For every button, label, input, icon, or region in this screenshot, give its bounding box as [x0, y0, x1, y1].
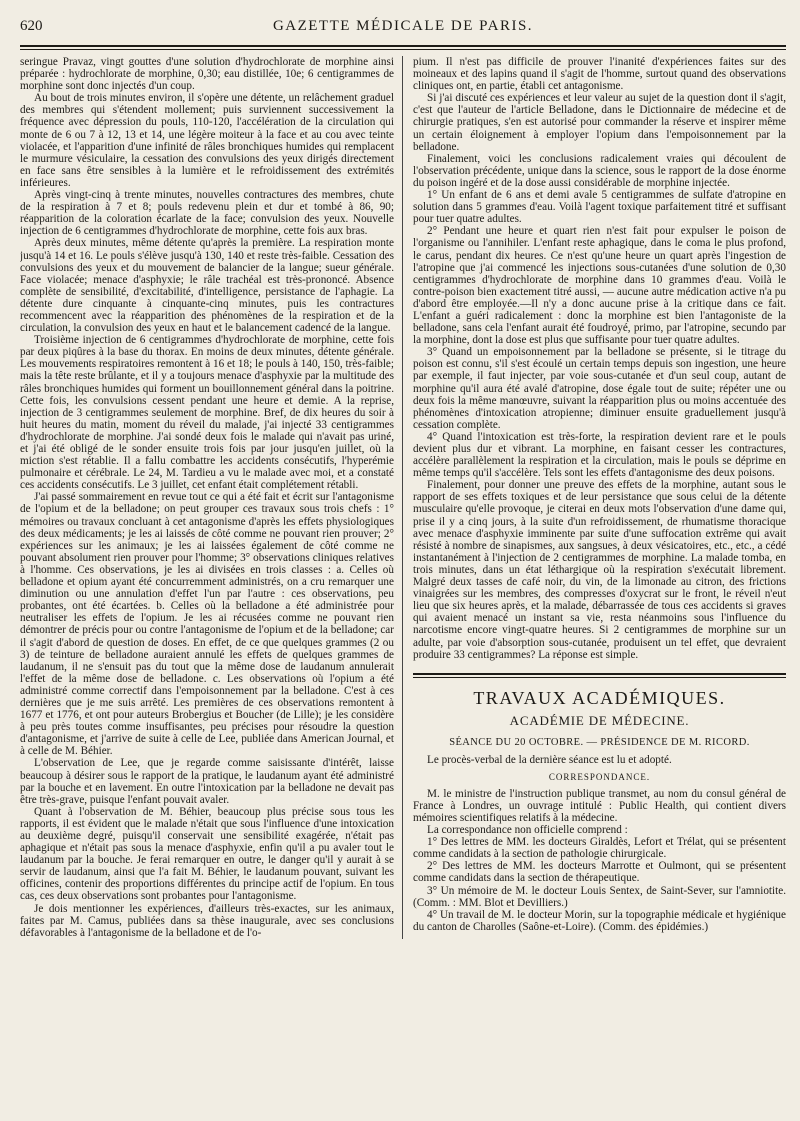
right-column — [413, 56, 786, 939]
paragraph: Quant à l'observation de M. Béhier, beaucoup plus précise sous tous les rapports, il est évident que le malade n'était que sous l'influence d'une intoxication au deuxième degré, puisqu'il conservait une sensibilité exagérée, n'était pas aphagique et n'était pas sous la menace d'asphyxie, enfin qu'il a pu avaler tout le laudanum par la bouche. Je ferai remarquer en outre, le danger qu'il y aurait à se servir de laudanum, ainsi que l'a fait M. Béhier, le laudanum pouvant, suivant les officines, contenir des proportions différentes du principe actif de l'opium. En tous cas, ces deux observations sont probantes pour l'antagonisme. — [20, 805, 394, 903]
paragraph: Au bout de trois minutes environ, il s'opère une détente, un relâchement graduel des membres qui s'étendent mollement; puis surviennent successivement la fréquence avec dépression du pouls, 110-120, l'accélération de la circulation qui monte de 6 ou 7 à 12, 13 et 14, une légère moiteur à la face et au cou avec teinte violacée, et l'apparition d'une infinité de râles bronchiques humides qui remplacent le murmure vésiculaire, la cessation des convulsions des yeux dirigés directement en face sans être sensibles à la lumière et le refroidissement des extrémités inférieures. — [20, 92, 394, 189]
section-title: TRAVAUX ACADÉMIQUES. — [473, 687, 726, 708]
header-rule — [20, 45, 786, 50]
section-rule — [413, 673, 786, 678]
paragraph: 2° Des lettres de MM. les docteurs Marrotte et Oulmont, qui se présentent comme candidats dans la section de thérapeutique. — [413, 860, 786, 885]
paragraph: 3° Un mémoire de M. le docteur Louis Sentex, de Saint-Sever, sur l'amniotite. (Comm. : MM. Blot et Devilliers.) — [413, 884, 786, 909]
paragraph: Le procès-verbal de la dernière séance est lu et adopté. — [427, 753, 672, 766]
paragraph: Troisième injection de 6 centigrammes d'hydrochlorate de morphine, cette fois par deux piqûres à la base du thorax. En moins de deux minutes, détente générale. Les mouvements respiratoires remontent à 16 et 18; le pouls à 140, 150, très-faible; mais la tête reste brûlante, et il y a toujours menace d'asphyxie par la multitude des râles bronchiques humides qui forment un bouillonnement général dans la poitrine. Cette fois, les convulsions cessent pendant une heure et demie. A la reprise, injection de 3 centigrammes seulement de morphine. Bref, de dix heures du soir à huit heures du matin, moment du réveil du malade, j'ai injecté 33 centigrammes d'hydrochlorate de morphine. J'ai sondé deux fois le malade qui n'avait pas uriné, et j'ai été obligé de le sonder ensuite trois fois par jour jusqu'en juillet, où la miction s'est rétablie. Il a fallu combattre les accidents consécutifs, l'hyperémie pulmonaire et cérébrale. Le 24, M. Tardieu a vu le malade avec moi, et a constaté ces accidents consécutifs. Le 3 juillet, cet enfant était complétement rétabli. — [20, 334, 394, 492]
paragraph: pium. Il n'est pas difficile de prouver l'inanité d'expériences faites sur des moineaux et des lapins quand il s'agit de l'homme, surtout quand des observations cliniques ont, en partie, établi cet antagonisme. — [413, 56, 786, 93]
paragraph: Finalement, voici les conclusions radicalement vraies qui découlent de l'observation précédente, unique dans la science, sous le rapport de la dose énorme du poison ingéré et de la dose aussi considérable de morphine injectée. — [413, 152, 786, 189]
page-header — [20, 18, 786, 40]
paragraph: La correspondance non officielle comprend : — [427, 824, 628, 837]
section-subtitle: ACADÉMIE DE MÉDECINE. — [509, 712, 690, 728]
paragraph: 2° Pendant une heure et quart rien n'est fait pour expulser le poison de l'organisme ou l'annihiler. L'enfant reste aphagique, dans le coma le plus profond, le carus, pendant dix heures. Ce n'est qu'une heure un quart après l'ingestion de l'atropine que j'ai commencé les injections sous-cutanées d'une solution de 0,30 centigrammes d'hydrochlorate de morphine dans 10 grammes d'eau. Voilà le contre-poison bien exactement titré aussi, — aucune autre médication active n'a pu d'abord être employée.—Il n'y a donc aucune prise à la critique dans ce fait. L'enfant a guéri radicalement : donc la morphine est bien l'antagoniste de la belladone, sans cela l'enfant aurait été foudroyé, primo, par l'atropine, secundo par la morphine, dont la dose est plus que suffisante pour tuer quatre adultes. — [413, 225, 786, 347]
paragraph: M. le ministre de l'instruction publique transmet, au nom du consul général de France à Londres, un ouvrage intitulé : Public Health, qui contient divers mémoires scientifiques relatifs à la médecine. — [413, 787, 786, 824]
running-title: GAZETTE MÉDICALE DE PARIS. — [272, 18, 534, 34]
paragraph: 4° Un travail de M. le docteur Morin, sur la topographie médicale et hygiénique du canton de Charolles (Saône-et-Loire). (Comm. des épidémies.) — [413, 908, 786, 933]
paragraph: seringue Pravaz, vingt gouttes d'une solution d'hydrochlorate de morphine ainsi préparée : hydrochlorate de morphine, 0,30; eau distillée, 10e; 6 centigrammes de morphine sont donc injectés d'un coup. — [20, 56, 394, 93]
paragraph: 1° Un enfant de 6 ans et demi avale 5 centigrammes de sulfate d'atropine en solution dans 5 grammes d'eau. Voilà l'agent toxique parfaitement titré et suffisant pour tuer quatre adultes. — [413, 189, 786, 226]
paragraph: 1° Des lettres de MM. les docteurs Giraldès, Lefort et Trélat, qui se présentent comme candidats à la section de pathologie chirurgicale. — [413, 836, 786, 861]
paragraph: Après vingt-cinq à trente minutes, nouvelles contractures des membres, chute de la respiration à 7 et 8; pouls redevenu plein et dur et tombé à 86, 90; réapparition de la coloration écarlate de la face; convulsion des yeux. Nouvelle injection de 6 centigrammes d'hydrochlorate de morphine, cette fois aux bras. — [20, 189, 394, 238]
paragraph: 3° Quand un empoisonnement par la belladone se présente, si le titrage du poison est connu, s'il s'est écoulé un certain temps depuis son ingestion, une heure par exemple, il faut injecter, par voie sous-cutanée et d'un seul coup, autant de morphine qu'il aura été avalé d'atropine, dose égale tout de suite; répéter une ou deux fois la même manœuvre, suivant la réapparition plus ou moins accentuée des phénomènes d'intoxication atropienne; diminuer ensuite graduellement jusqu'à cessation complète. — [413, 346, 786, 431]
columns — [20, 56, 786, 939]
seance-line: SÉANCE DU 20 OCTOBRE. — PRÉSIDENCE DE M. RICORD. — [449, 736, 750, 748]
paragraph: Après deux minutes, même détente qu'après la première. La respiration monte jusqu'à 14 et 16. Le pouls s'élève jusqu'à 130, 140 et reste très-faible. Cessation des convulsions des yeux et du mouvement de balancier de la langue; sueur générale. Face violacée; menace d'asphyxie; le râle trachéal est très-prononcé. Absence complète de sensibilité, d'excitabilité, d'intelligence, persistance de l'aphagie. La détente dure cinquante à cinquante-cinq minutes, puis les contractures recommencent avec la réapparition des phénomènes de la respiration et de la circulation, la convulsion des yeux en haut et le balancement cadencé de la langue. — [20, 237, 394, 335]
paragraph: Si j'ai discuté ces expériences et leur valeur au sujet de la question dont il s'agit, c'est que l'auteur de l'article Belladone, dans le Dictionnaire de médecine et de chirurgie pratiques, s'en est autorisé pour commander la réserve et inspirer même un certain éloignement à employer l'opium dans l'empoisonnement par la belladone. — [413, 92, 786, 153]
correspondance-heading: CORRESPONDANCE. — [548, 771, 651, 782]
paragraph: L'observation de Lee, que je regarde comme saisissante d'intérêt, laisse beaucoup à désirer sous le rapport de la pratique, le laudanum ayant été administré par la bouche et en lavement. En outre l'intoxication par la belladone ne devait pas être très-grave, puisque l'enfant pouvait avaler. — [20, 757, 394, 806]
paragraph: J'ai passé sommairement en revue tout ce qui a été fait et écrit sur l'antagonisme de l'opium et de la belladone; on peut grouper ces travaux sous trois chefs : 1° mémoires ou travaux concluant à cet antagonisme d'après les effets physiologiques des deux médicaments; je les ai laissés de côté comme ne pouvant rien prouver; 2° expériences sur les animaux; je les ai laissées également de côté comme ne pouvant absolument rien prouver pour l'homme; 3° observations cliniques relatives à l'homme. Ces observations, je les ai divisées en trois classes : a. Celles où belladone et opium ayant été concurremment administrés, on a cru remarquer une diminution ou une annulation d'effet l'un par l'autre : ces observations, peu probantes, ont été écartées. b. Celles où la belladone a été administrée pour neutraliser les effets de l'opium. Je les ai récusées comme ne pouvant rien démontrer de précis pour ou contre l'antagonisme de l'opium et de la belladone; car il s'agit d'abord de question de doses. En effet, de ce que quelques grammes (2 ou 3) de teinture de belladone auraient annulé les effets de quelques grammes de laudanum, il ne s'ensuit pas du tout que la même dose de laudanum annulerait l'effet de la même dose de belladone. c. Les observations où l'opium a été administré comme correctif dans l'empoisonnement par la belladone. C'est à ces dernières que je me suis arrêté. Les premières de ces observations remontent à 1677 et 1776, et ont pour auteurs Brobergius et Boucher (de Lille); je les considère à peu près toutes comme insuffisantes, peu précises pour résoudre la question d'antagonisme, et j'arrive de suite à celle de Lee, publiée dans American Journal, et à celle de M. Béhier. — [20, 491, 394, 758]
page-number: 620 — [20, 18, 43, 34]
paragraph: Finalement, pour donner une preuve des effets de la morphine, autant sous le rapport de ses effets toxiques et de leur persistance que sous celui de la détente musculaire qu'elle provoque, je citerai en deux mots l'observation d'une dame qui, prise il y a cinq jours, à la suite d'un refroidissement, de rhumatisme thoracique avec menace d'asphyxie imminente par suite d'une suffocation extrême qui avait résisté à nombre de sinapismes, aux sangsues, à deux vésicatoires, etc., etc., a cédé instantanément à l'injection de 2 centigrammes de morphine. La malade tomba, en trois minutes, dans un état léthargique où la respiration s'exécutait librement. Malgré deux tasses de café noir, du vin, de la limonade au citron, des frictions vinaigrées sur les membres, des compresses d'oxycrat sur le front, le réveil n'eut lieu que six heures après, et la malade, débarrassée de tous ces accidents si graves qui avaient menacé un instant sa vie, resta néanmoins sous l'influence du narcotisme encore vingt-quatre heures. Si 2 centigrammes de morphine sur un adulte, par voie d'absorption sous-cutanée, produisent un tel effet, que devraient produire 33 centigrammes? La réponse est simple. — [413, 479, 786, 661]
paragraph: Je dois mentionner les expériences, d'ailleurs très-exactes, sur les animaux, faites par M. Camus, publiées dans sa thèse inaugurale, avec ses conclusions défavorables à l'antagonisme de la belladone et de l'o- — [20, 902, 394, 939]
left-column — [20, 56, 403, 939]
paragraph: 4° Quand l'intoxication est très-forte, la respiration devient rare et le pouls devient plus dur et vibrant. La morphine, en faisant cesser les contractures, accélère parallèlement la respiration et la circulation, mais le pouls se déprime en même temps qu'il s'accélère. Tels sont les effets d'antagonisme des deux poisons. — [413, 430, 786, 480]
